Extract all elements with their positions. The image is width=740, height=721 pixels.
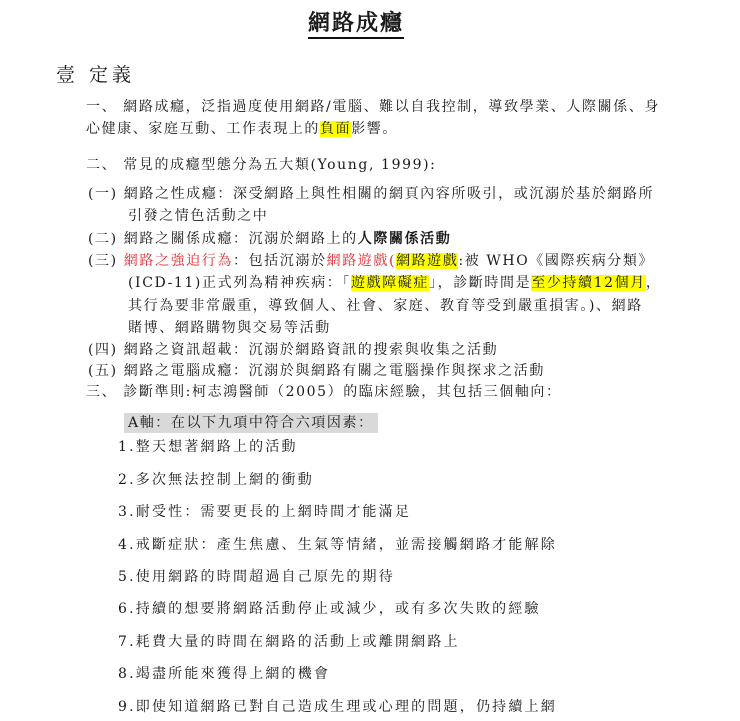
paragraph-1-text-end: 影響。	[351, 121, 399, 137]
type-3-line-3: 其行為要非常嚴重，導致個人、社會、家庭、教育等受到嚴重損害。)、網路	[128, 298, 643, 314]
type-4: (四) 網路之資訊超載：沉溺於網路資訊的搜索與收集之活動	[88, 342, 499, 358]
type-2-bold: 人際關係活動	[357, 231, 452, 247]
type-3-icd: (ICD-11)正式列為精神疾病：「	[128, 275, 351, 291]
criteria-item-2: 2.多次無法控制上網的衝動	[118, 472, 314, 488]
paragraph-2: 二、 常見的成癮型態分為五大類(Young, 1999):	[86, 157, 437, 173]
criteria-item-6: 6.持續的想要將網路活動停止或減少，或有多次失敗的經驗	[118, 601, 541, 617]
document-title: 網路成癮	[308, 10, 404, 39]
criteria-item-5: 5.使用網路的時間超過自己原先的期待	[118, 569, 395, 585]
type-3-who: :被 WHO《國際疾病分類》	[458, 253, 655, 269]
highlight-negative: 負面	[320, 121, 352, 137]
criteria-item-9: 9.即使知道網路已對自己造成生理或心理的問題，仍持續上網	[118, 699, 557, 715]
criteria-item-8: 8.竭盡所能來獲得上網的機會	[118, 666, 331, 682]
type-2	[88, 229, 451, 249]
type-3-diagnosis: 」，診斷時間是	[429, 275, 532, 291]
criteria-item-7: 7.耗費大量的時間在網路的活動上或離開網路上	[118, 634, 460, 650]
paragraph-3: 三、 診斷準則:柯志鴻醫師（2005）的臨床經驗，其包括三個軸向：	[86, 384, 562, 400]
type-3-red-game: 網路遊戲(	[326, 253, 397, 269]
criteria-item-3: 3.耐受性：需要更長的上網時間才能滿足	[118, 504, 412, 520]
type-2-text: (二) 網路之關係成癮：沉溺於網路上的	[88, 231, 358, 247]
type-3-number: (三)	[88, 253, 124, 269]
axis-a-heading: A軸：在以下九項中符合六項因素：	[124, 413, 378, 433]
highlight-duration: 至少持續12個月	[531, 275, 646, 291]
criteria-item-4: 4.戒斷症狀：產生焦慮、生氣等情緒，並需接觸網路才能解除	[118, 537, 557, 553]
type-3-line-1	[88, 251, 654, 271]
type-1-line-1: (一) 網路之性成癮：深受網路上與性相關的網頁內容所吸引，或沉溺於基於網路所	[88, 186, 655, 202]
highlight-gaming-disorder: 遊戲障礙症	[351, 275, 429, 291]
type-3-comma: ，	[645, 275, 662, 291]
type-3-line-4: 賭博、網路購物與交易等活動	[128, 320, 331, 336]
highlight-online-game: 網路遊戲	[396, 253, 459, 269]
section-heading: 壹 定義	[56, 64, 136, 86]
paragraph-1-line-2	[86, 119, 398, 139]
type-3-red-label: 網路之強迫行為	[123, 253, 233, 269]
type-1-line-2: 引發之情色活動之中	[128, 208, 269, 224]
paragraph-1-text: 心健康、家庭互動、工作表現上的	[86, 121, 320, 137]
paragraph-1-line-1: 一、 網路成癮，泛指過度使用網路/電腦、難以自我控制，導致學業、人際關係、身	[86, 99, 660, 115]
type-3-text: ：包括沉溺於	[232, 253, 327, 269]
type-3-line-2	[128, 273, 661, 293]
type-5: (五) 網路之電腦成癮：沉溺於與網路有關之電腦操作與探求之活動	[88, 363, 545, 379]
criteria-item-1: 1.整天想著網路上的活動	[118, 439, 298, 455]
